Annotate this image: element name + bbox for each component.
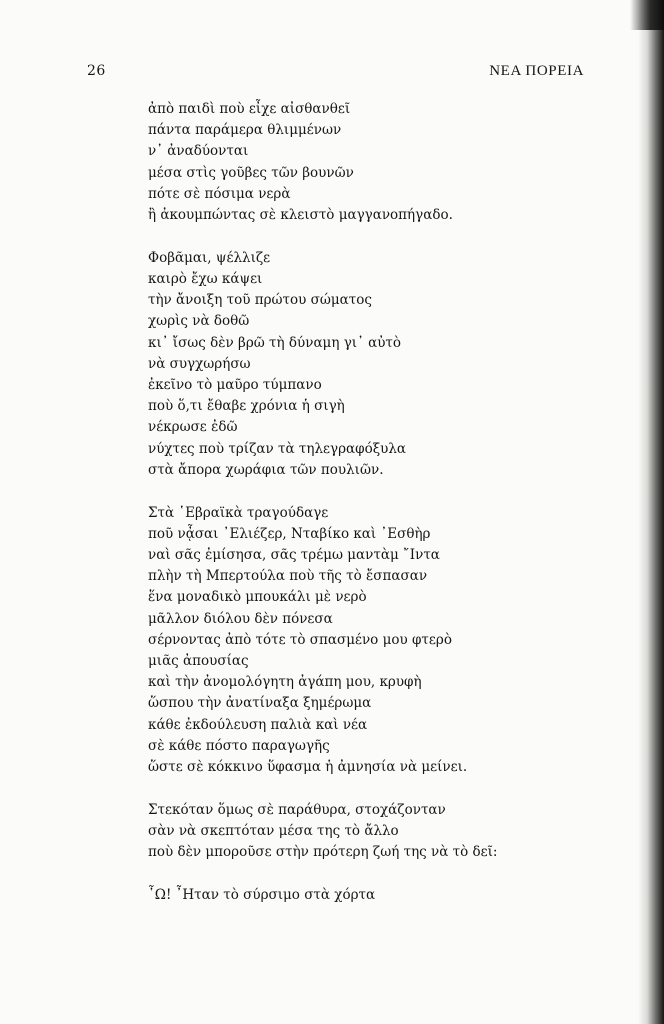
poem-line: μέσα στὶς γοῦβες τῶν βουνῶν xyxy=(148,164,354,181)
page-corner-shadow xyxy=(630,0,664,30)
running-title: ΝΕΑ ΠΟΡΕΙΑ xyxy=(489,63,584,79)
poem-line: ὥσπου τὴν ἀνατίναξα ξημέρωμα xyxy=(148,695,372,712)
poem-line: χωρὶς νὰ δοθῶ xyxy=(148,313,250,330)
poem-line: ναὶ σᾶς ἐμίσησα, σᾶς τρέμω μαντὰμ ῎Ιντα xyxy=(148,547,440,564)
poem-line: πότε σὲ πόσιμα νερὰ xyxy=(148,185,291,202)
poem-line: πλὴν τὴ Μπερτούλα ποὺ τῆς τὸ ἔσπασαν xyxy=(148,568,428,585)
poem-line: σὰν νὰ σκεπτόταν μέσα της τὸ ἄλλο xyxy=(148,823,399,840)
poem-line: Στὰ ῾Εβραϊκὰ τραγούδαγε xyxy=(148,504,329,521)
poem-stanza xyxy=(148,800,608,864)
poem-line: ποὺ ὅ,τι ἔθαβε χρόνια ἡ σιγὴ xyxy=(148,398,345,415)
poem-line: ἢ ἀκουμπώντας σὲ κλειστὸ μαγγανοπήγαδο. xyxy=(148,207,453,224)
poem-line: μᾶλλον διόλου δὲν πόνεσα xyxy=(148,610,333,627)
poem-line: Στεκόταν ὅμως σὲ παράθυρα, στοχάζονταν xyxy=(148,801,446,818)
poem-line: ῏Ω! ῏Ηταν τὸ σύρσιμο στὰ χόρτα xyxy=(148,887,376,904)
poem-line: καιρὸ ἔχω κάψει xyxy=(148,271,263,288)
poem-line: κάθε ἐκδούλευση παλιὰ καὶ νέα xyxy=(148,716,368,733)
poem-stanza xyxy=(148,248,608,481)
poem-line: στὰ ἄπορα χωράφια τῶν πουλιῶν. xyxy=(148,461,384,478)
poem-line: νύχτες ποὺ τρίζαν τὰ τηλεγραφόξυλα xyxy=(148,440,407,457)
poem-stanza xyxy=(148,885,608,906)
poem-stanza xyxy=(148,503,608,779)
poem-line: τὴν ἄνοιξη τοῦ πρώτου σώματος xyxy=(148,292,372,309)
poem-line: ν᾽ ἀναδύονται xyxy=(148,143,249,160)
poem-line: ποὺ δὲν μποροῦσε στὴν πρότερη ζωή της νὰ τὸ δεῖ: xyxy=(148,844,498,861)
poem-line: ἐκεῖνο τὸ μαῦρο τύμπανο xyxy=(148,377,322,394)
book-spine-shadow xyxy=(638,0,664,1024)
poem-line: νὰ συγχωρήσω xyxy=(148,355,251,372)
poem-line: μιᾶς ἀπουσίας xyxy=(148,653,249,670)
poem-line: καὶ τὴν ἀνομολόγητη ἀγάπη μου, κρυφὴ xyxy=(148,674,422,691)
poem-line: πάντα παράμερα θλιμμένων xyxy=(148,122,342,139)
poem-line: ἕνα μοναδικὸ μπουκάλι μὲ νερὸ xyxy=(148,589,367,606)
poem-line: νέκρωσε ἐδῶ xyxy=(148,419,238,436)
poem-line: κι᾽ ἴσως δὲν βρῶ τὴ δύναμη γι᾽ αὐτὸ xyxy=(148,334,402,351)
page-number: 26 xyxy=(87,63,106,79)
poem-line: ὥστε σὲ κόκκινο ὕφασμα ἡ ἀμνησία νὰ μείνει. xyxy=(148,759,468,776)
poem-line: σέρνοντας ἀπὸ τότε τὸ σπασμένο μου φτερὸ xyxy=(148,631,452,648)
poem-line: σὲ κάθε πόστο παραγωγῆς xyxy=(148,737,330,754)
poem-stanza xyxy=(148,99,608,226)
poem-line: Φοβᾶμαι, ψέλλιζε xyxy=(148,249,271,266)
poem-line: ἀπὸ παιδὶ ποὺ εἶχε αἰσθανθεῖ xyxy=(148,101,351,117)
poem-body xyxy=(148,99,608,906)
poem-line: ποῦ νᾆσαι ᾽Ελιέζερ, Νταβίκο καὶ ᾽Εσθὴρ xyxy=(148,525,431,542)
